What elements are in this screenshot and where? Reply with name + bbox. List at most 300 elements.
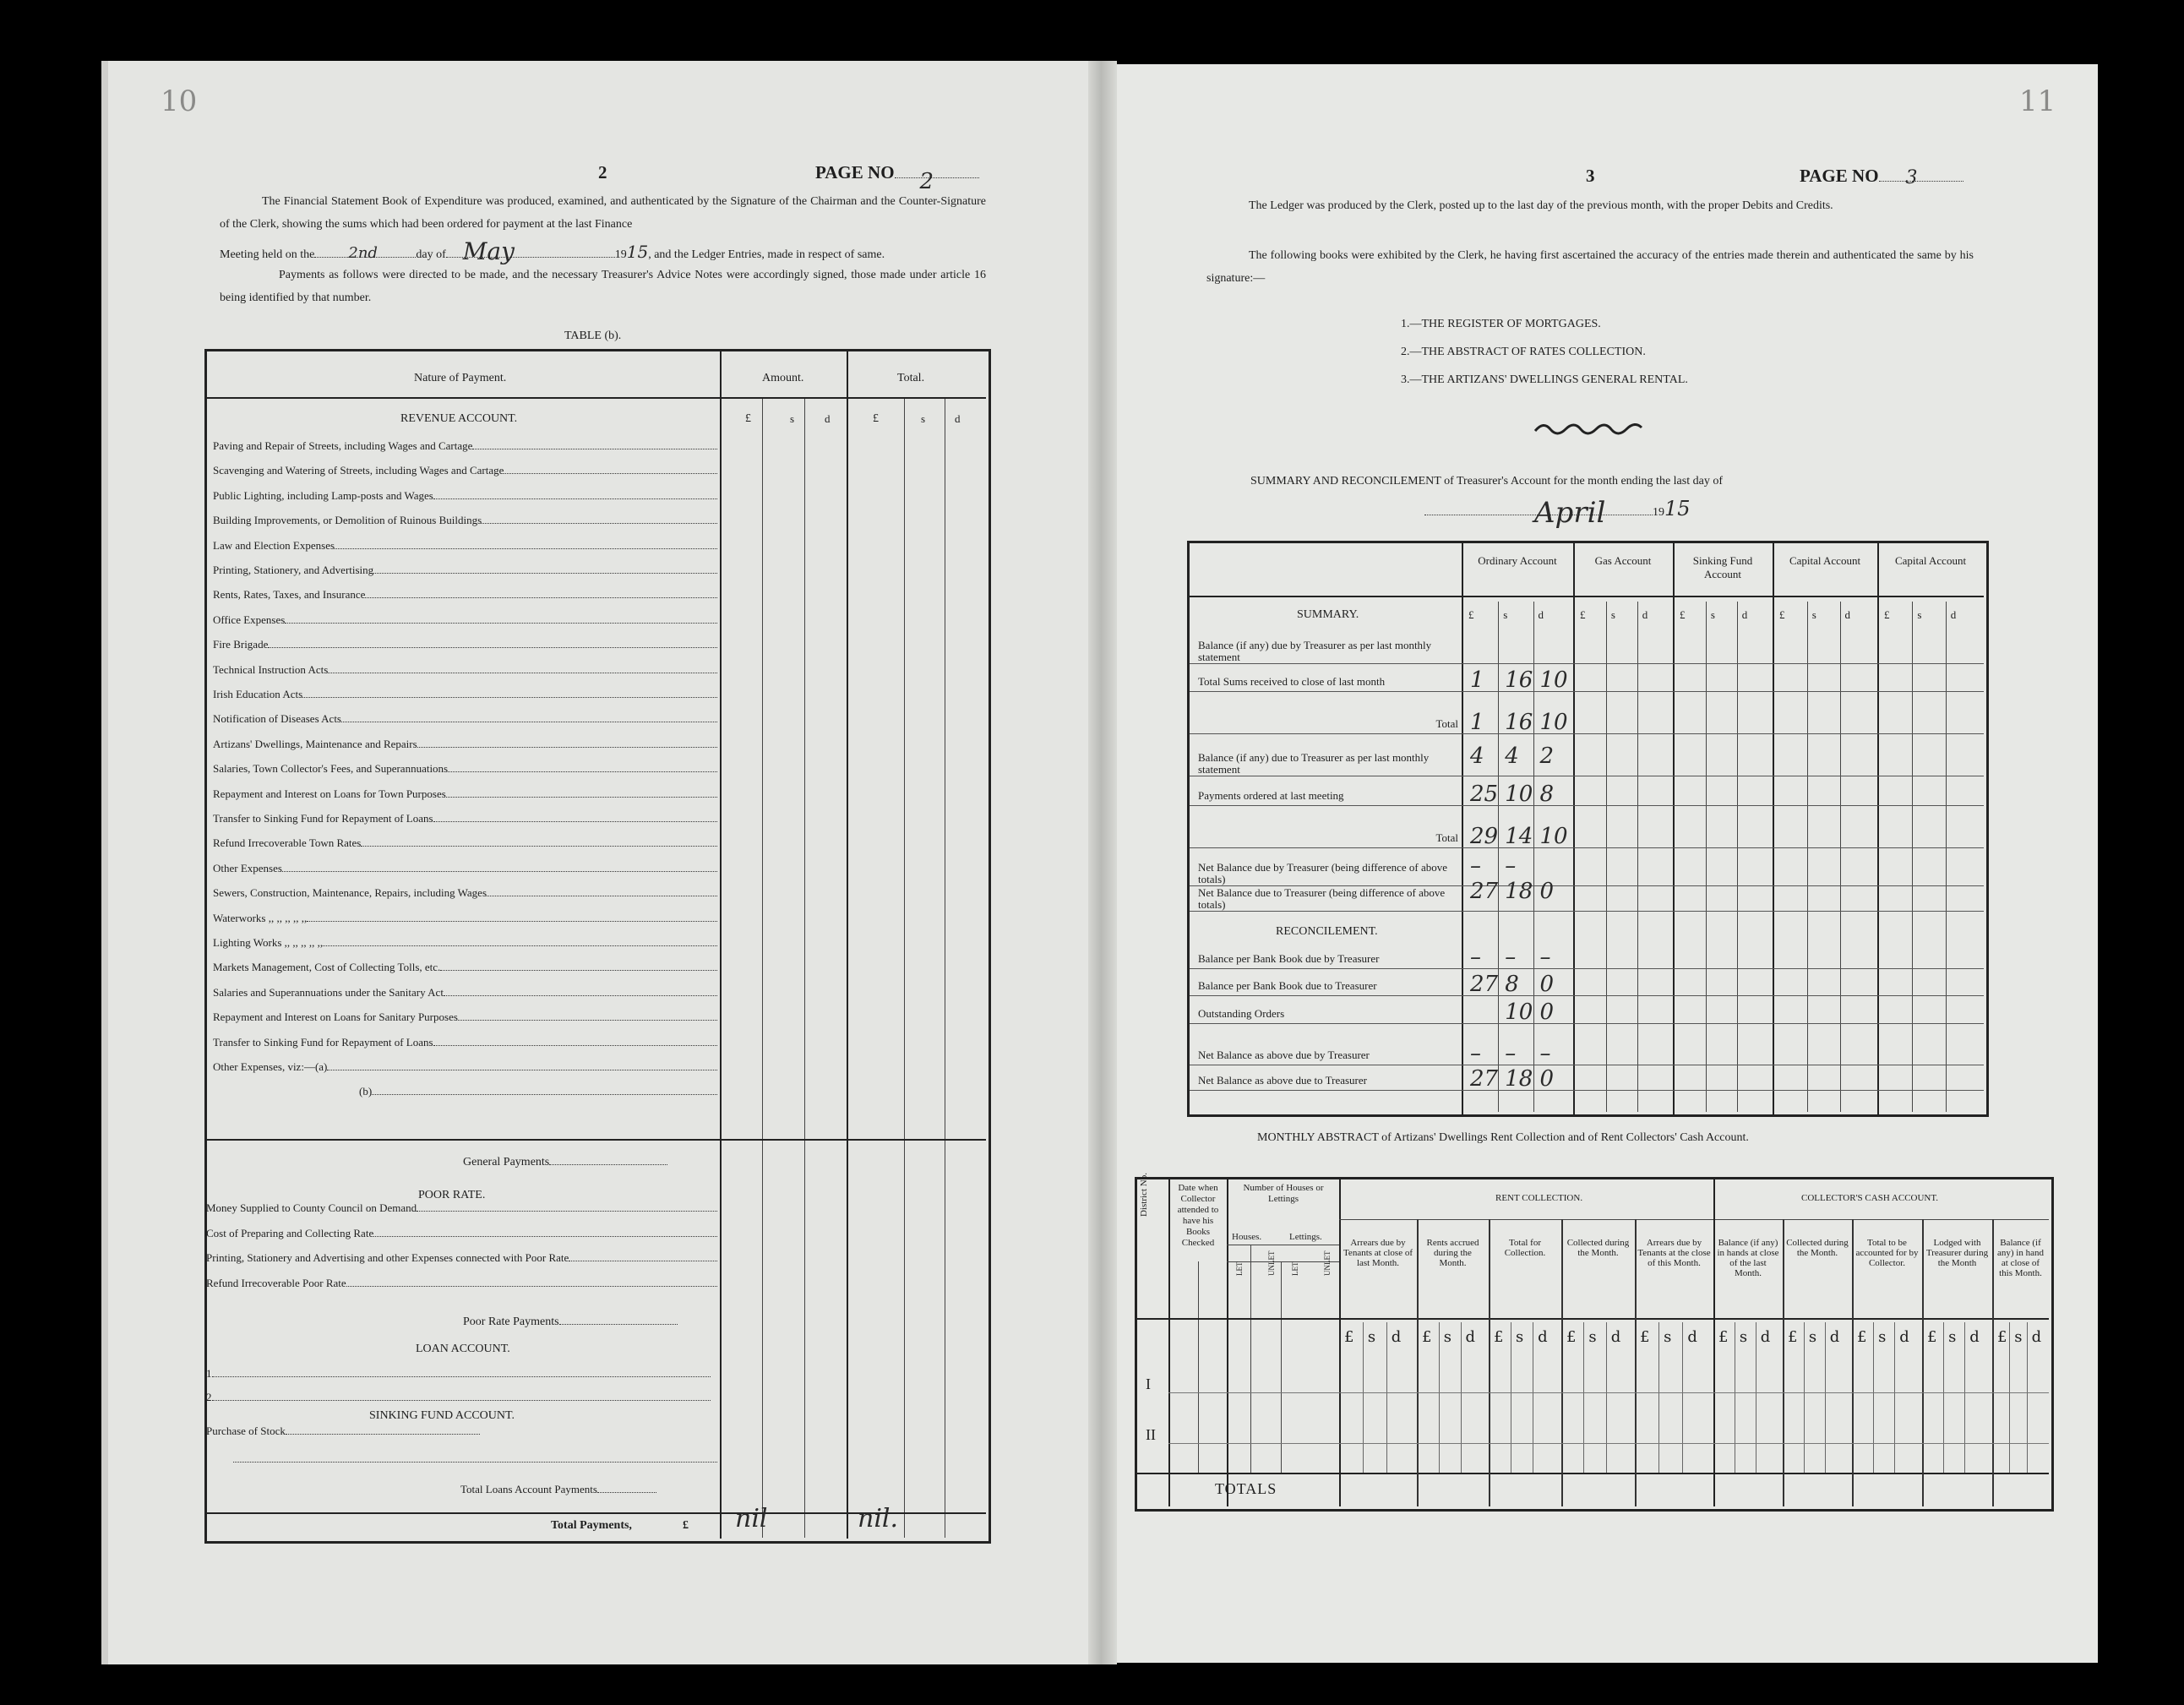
revenue-item [213,1036,717,1049]
leader-dots [433,489,717,499]
summary-row-rule [1190,663,1984,664]
cash-account-header: COLLECTOR'S CASH ACCOUNT. [1801,1193,1939,1203]
monthly-currency: s [2014,1328,2023,1346]
summary-row-label: Balance per Bank Book due to Treasurer [1198,979,1377,992]
district-col-header: District No. [1139,1173,1149,1217]
loan-heading: LOAN ACCOUNT. [416,1343,510,1355]
monthly-col-header: Balance (if any) in hands at close of the last Month. [1717,1238,1779,1278]
let-unlet-label: UNLET [1267,1250,1276,1276]
revenue-item-label: Sewers, Construction, Maintenance, Repairs, including Wages [213,886,487,900]
summary-row-label: Net Balance as above due to Treasurer [1198,1074,1367,1087]
summary-value-s: 10 [1505,1000,1533,1025]
revenue-item-label: Artizans' Dwellings, Maintenance and Repairs [213,737,417,750]
leader-dots [504,464,717,474]
summary-col-header: Capital Account [1894,554,1967,567]
leader-dots [487,886,717,896]
monthly-col-divider [1339,1177,1341,1506]
date-col-header: Date when Collector attended to have his Books Checked [1177,1183,1219,1248]
summary-sub-line [1912,602,1913,1112]
poor-item-label: Money Supplied to County Council on Demand [206,1201,417,1214]
revenue-item [213,787,717,801]
summary-currency: £ [1468,608,1474,621]
monthly-currency: £ [1788,1328,1798,1346]
loan-item-1 [206,1367,717,1381]
summary-value-s: – [1505,853,1517,879]
revenue-item-label: Printing, Stationery, and Advertising [213,564,374,576]
summary-col-header: Sinking Fund Account [1692,554,1753,580]
monthly-subcol-divider [1852,1219,1854,1506]
monthly-subcol-divider [1561,1219,1563,1506]
summary-year-prefix: 19 [1653,506,1664,519]
summary-col-header: Capital Account [1789,554,1861,567]
summary-value-l: 27 [1470,972,1499,997]
monthly-col-header: Rents accrued during the Month. [1426,1238,1479,1268]
monthly-col-header: Balance (if any) in hand at close of this Month. [1997,1238,2044,1278]
poor-item [206,1201,717,1215]
leader-dots [285,613,717,624]
revenue-item-label: Other Expenses, viz:—(a) [213,1060,328,1073]
monthly-currency: d [1760,1328,1771,1346]
right-intro-1: The Ledger was produced by the Clerk, posted up to the last day of the previous month, with the proper Debits and Credits. [1249,199,1833,212]
book-spine [1088,61,1117,1664]
summary-row-rule [1190,733,1984,734]
summary-row-label: Balance per Bank Book due by Treasurer [1198,952,1380,965]
ledger-text: , and the Ledger Entries, made in respect of same. [648,248,885,261]
monthly-currency: £ [1566,1328,1577,1346]
revenue-item [213,439,717,453]
revenue-item-label: Salaries and Superannuations under the Sanitary Act [213,985,444,999]
left-intro-1: The Financial Statement Book of Expenditure was produced, examined, and authenticated by the Signature of the Chairman and the Counter-Signature of the Clerk, showing the sums which had been ordered for payment at the last Finance [220,195,986,231]
summary-row-label: Outstanding Orders [1198,1007,1285,1020]
revenue-item [213,738,717,751]
monthly-sub-line [1873,1322,1874,1473]
leader-dots [446,787,717,798]
summary-value-l: – [1470,1041,1481,1066]
revenue-item-label: Scavenging and Watering of Streets, including Wages and Cartage [213,464,504,477]
right-center-number: 3 [1586,166,1595,186]
summary-sub-line [1637,602,1638,1112]
monthly-title: MONTHLY ABSTRACT of Artizans' Dwellings Rent Collection and of Rent Collectors' Cash Account. [1257,1131,1749,1144]
summary-currency: £ [1680,608,1686,621]
right-page-no-label: PAGE NO [1800,166,1879,186]
summary-row-rule [1190,805,1984,806]
revenue-item-label: Waterworks ,, ,, ,, ,, ,, [213,911,308,924]
summary-row-label: Net Balance due to Treasurer (being difference of above totals) [1198,886,1446,911]
left-intro-3: Payments as follows were directed to be made, and the necessary Treasurer's Advice Notes were accordingly signed, those made under article 16 being identified by that number. [220,269,986,304]
summary-row-rule [1190,691,1984,692]
monthly-currency: £ [1422,1328,1432,1346]
summary-value-s: 16 [1505,667,1533,693]
lettings-header: Lettings. [1289,1232,1322,1242]
group-subrule [1339,1219,2049,1220]
monthly-currency: £ [1640,1328,1650,1346]
monthly-sub-line [1606,1322,1607,1473]
rent-collection-header: RENT COLLECTION. [1495,1193,1583,1203]
revenue-item-label: Paving and Repair of Streets, including Wages and Cartage [213,439,473,452]
revenue-item-label: (b) [359,1085,373,1098]
revenue-heading: REVENUE ACCOUNT. [400,412,518,425]
left-intro-2 [220,237,986,266]
monthly-currency: £ [1494,1328,1504,1346]
total-total-nil: nil. [858,1504,899,1533]
summary-value-s: – [1505,1041,1517,1066]
summary-currency: d [1844,608,1850,621]
poor-item [206,1251,717,1265]
revenue-item [213,836,717,850]
total-pound: £ [873,412,879,425]
summary-value-s: – [1505,945,1517,970]
summary-value-s: 10 [1505,782,1533,807]
sinking-heading: SINKING FUND ACCOUNT. [369,1409,515,1422]
summary-currency: d [1642,608,1648,621]
summary-col-divider [1877,541,1879,1114]
summary-sub-line [1706,602,1707,1112]
monthly-subcol-divider [1922,1219,1924,1506]
monthly-subcol-divider [1489,1219,1490,1506]
summary-row-label: Balance (if any) due by Treasurer as per last monthly statement [1198,639,1432,663]
flourish-divider [1533,421,1643,438]
monthly-currency: s [1948,1328,1957,1346]
summary-value-l: 27 [1470,1066,1499,1092]
reconcilement-heading: RECONCILEMENT. [1276,925,1378,938]
revenue-item-label: Office Expenses [213,613,286,626]
revenue-item [213,1010,717,1024]
summary-sub-line [1946,602,1947,1112]
monthly-subcol-divider [1635,1219,1637,1506]
monthly-currency: d [1610,1328,1621,1346]
let-unlet-label: LET [1235,1261,1244,1276]
summary-value-l: 27 [1470,879,1499,904]
leader-dots [482,514,717,524]
leader-dots [458,1010,717,1021]
revenue-item [213,539,717,553]
meeting-text: Meeting held on the [220,248,315,261]
monthly-currency: s [1443,1328,1451,1346]
monthly-currency: s [1739,1328,1748,1346]
monthly-currency: d [2031,1328,2042,1346]
left-center-number: 2 [598,162,607,182]
revenue-item [213,638,717,651]
summary-sub-line [1533,602,1534,1112]
summary-value-d: 10 [1539,667,1568,693]
monthly-currency: £ [1997,1328,2007,1346]
summary-row-label: Payments ordered at last meeting [1198,789,1344,802]
summary-year: 15 [1664,497,1691,520]
total-shilling: s [921,412,926,425]
summary-row-rule [1190,995,1984,996]
let-unlet-label: LET [1291,1261,1299,1276]
total-payments: Total Payments, [551,1519,632,1532]
leader-dots [361,836,717,847]
monthly-currency: d [1969,1328,1980,1346]
houses-lettings-divider [1250,1245,1251,1473]
monthly-col-header: Arrears due by Tenants at the close of this Month. [1637,1238,1711,1268]
monthly-subcol-divider [1417,1219,1419,1506]
monthly-sub-line [1583,1322,1584,1473]
right-intro-2: The following books were exhibited by the Clerk, he having first ascertained the accuracy of the entries made therein and authenticated the same by his signature:— [1206,249,1974,285]
summary-value-d: 0 [1539,1000,1555,1025]
summary-value-d: 10 [1539,710,1568,735]
poor-item [206,1227,717,1240]
leader-dots [444,986,717,996]
amount-pence: d [825,412,831,425]
summary-value-s: 16 [1505,710,1533,735]
amount-s-line [762,397,763,1538]
revenue-item [213,712,717,726]
houses-group-header: Number of Houses or Lettings [1243,1183,1324,1204]
revenue-item [213,489,717,503]
district-number: I [1146,1375,1151,1392]
col-amount: Amount. [762,372,804,384]
revenue-item-label: Fire Brigade [213,638,269,651]
let-unlet-divider [1281,1261,1282,1473]
summary-currency: d [1538,608,1544,621]
revenue-item-label: Building Improvements, or Demolition of Ruinous Buildings [213,514,482,527]
revenue-item-label: Irish Education Acts [213,688,303,700]
monthly-col-header: Total to be accounted for by Collector. [1855,1238,1919,1268]
summary-sub-line [1737,602,1738,1112]
monthly-group-divider [1713,1177,1715,1506]
general-rule [207,1139,986,1141]
revenue-item [213,936,717,950]
revenue-item-label: Repayment and Interest on Loans for Sanitary Purposes [213,1010,458,1024]
leader-dots [282,862,717,872]
day-of-text: day of [416,248,446,261]
revenue-item-label: Rents, Rates, Taxes, and Insurance [213,588,366,602]
summary-title: SUMMARY AND RECONCILEMENT of Treasurer's Account for the month ending the last day of [1250,475,1723,488]
let-unlet-label: UNLET [1323,1250,1332,1276]
summary-value-d: – [1539,1041,1551,1066]
summary-value-d: 10 [1539,824,1568,849]
let-unlet-divider [1198,1261,1199,1473]
monthly-sub-line [1682,1322,1683,1473]
monthly-col-header: Arrears due by Tenants at close of last Month. [1343,1238,1413,1268]
monthly-col-header: Lodged with Treasurer during the Month [1925,1238,1989,1268]
monthly-currency: s [1588,1328,1597,1346]
summary-row-label: Total Sums received to close of last month [1198,675,1386,688]
revenue-item-label: Other Expenses [213,861,282,874]
summary-value-l: 4 [1470,744,1484,769]
book-abstract: 2.—THE ABSTRACT OF RATES COLLECTION. [1401,346,1646,358]
monthly-currency: d [1391,1328,1402,1346]
books-list [1401,310,1688,394]
left-corner-number: 10 [161,84,198,118]
summary-col-divider [1573,541,1575,1114]
summary-value-d: 2 [1539,744,1555,769]
summary-currency: s [1811,608,1816,621]
monthly-currency: d [1538,1328,1548,1346]
summary-header-rule [1190,596,1984,597]
leader-dots [341,712,717,722]
monthly-currency: £ [1857,1328,1867,1346]
monthly-currency: s [1808,1328,1817,1346]
summary-value-s: 18 [1505,879,1533,904]
district-row-rule [1168,1443,2049,1444]
sinking-item-label: Purchase of Stock [206,1424,286,1437]
poor-heading: POOR RATE. [418,1189,486,1201]
book-register: 1.—THE REGISTER OF MORTGAGES. [1401,318,1601,330]
monthly-sub-line [1363,1322,1364,1473]
revenue-item-label: Transfer to Sinking Fund for Repayment of Loans [213,812,433,825]
summary-value-s: 8 [1505,972,1519,997]
summary-currency: s [1610,608,1615,621]
loan-item-1-label: 1 [206,1367,212,1380]
monthly-col-divider [1227,1177,1228,1506]
amount-d-line [804,397,805,1538]
summary-sub-line [1840,602,1841,1112]
monthly-col-divider [1168,1177,1170,1506]
monthly-sub-line [1804,1322,1805,1473]
monthly-currency: £ [1927,1328,1937,1346]
leader-dots [417,738,717,748]
header-rule [207,397,986,399]
summary-currency: £ [1884,608,1890,621]
monthly-sub-line [1386,1322,1387,1473]
monthly-sub-line [2009,1322,2010,1473]
revenue-item [213,688,717,701]
monthly-sub-line [1658,1322,1659,1473]
leader-dots [433,812,717,822]
leader-dots [372,1085,717,1095]
summary-value-l: 1 [1470,667,1484,693]
total-s-line [904,397,905,1538]
right-page-no [1800,166,1963,187]
summary-value-l: 1 [1470,710,1484,735]
summary-currency: £ [1580,608,1586,621]
sinking-blank-line [233,1446,717,1463]
revenue-item-label: Lighting Works ,, ,, ,, ,, ,, [213,936,324,949]
monthly-sub-line [1894,1322,1895,1473]
leader-dots [327,1060,717,1070]
revenue-item [359,1085,717,1098]
monthly-currency: £ [1344,1328,1354,1346]
summary-value-s: 14 [1505,824,1533,849]
poor-item-label: Cost of Preparing and Collecting Rate [206,1226,374,1239]
summary-currency: d [1741,608,1748,621]
table-b-title: TABLE (b). [564,330,622,342]
monthly-sub-line [1461,1322,1462,1473]
summary-currency: d [1950,608,1957,621]
revenue-item-label: Salaries, Town Collector's Fees, and Superannuations [213,762,449,776]
summary-value-d: 8 [1539,782,1555,807]
left-page-no [815,162,979,194]
leader-dots [373,564,717,574]
revenue-item [213,514,717,527]
summary-row-label: Total [1435,717,1458,730]
summary-currency: s [1917,608,1922,621]
revenue-item [213,886,717,900]
monthly-currency: s [1664,1328,1672,1346]
amount-shilling: s [790,412,795,425]
total-amount-nil: nil [735,1504,768,1533]
right-corner-number: 11 [2019,84,2056,118]
monthly-currency: s [1878,1328,1887,1346]
leader-dots [335,539,717,549]
poor-item-label: Printing, Stationery and Advertising and other Expenses connected with Poor Rate [206,1251,569,1264]
summary-col-header: Ordinary Account [1478,554,1557,567]
year-prefix: 19 [614,248,627,261]
monthly-sub-line [1439,1322,1440,1473]
revenue-item [213,663,717,677]
amount-divider [720,349,722,1539]
monthly-col-header: Collected during the Month. [1566,1238,1630,1258]
revenue-item [213,812,717,825]
leader-dots [417,1201,717,1212]
monthly-currency: s [1367,1328,1376,1346]
monthly-sub-line [1943,1322,1944,1473]
summary-col-header: Gas Account [1594,554,1652,567]
general-payments [463,1156,667,1169]
revenue-item [213,762,717,776]
revenue-item [213,564,717,577]
revenue-item-label: Repayment and Interest on Loans for Town Purposes [213,787,446,800]
monthly-totals-rule [1135,1473,2049,1474]
poor-payments-label: Poor Rate Payments [463,1316,559,1328]
summary-currency: £ [1779,608,1785,621]
revenue-item [213,986,717,1000]
leader-dots [346,1277,717,1287]
summary-month: April [1534,496,1606,530]
houses-header: Houses. [1232,1232,1262,1242]
col-nature: Nature of Payment. [414,372,507,384]
summary-value-l: – [1470,853,1481,879]
summary-value-d: 0 [1539,1066,1555,1092]
monthly-col-header: Collected during the Month. [1786,1238,1849,1258]
leader-dots [373,1227,717,1237]
leader-dots [472,439,717,449]
summary-sub-line [1606,602,1607,1112]
summary-row-rule [1190,1023,1984,1024]
right-page-no-value: 3 [1905,167,1918,188]
revenue-item-label: Notification of Diseases Acts [213,712,341,726]
summary-currency: s [1710,608,1715,621]
revenue-item [213,912,717,925]
monthly-currency: s [1516,1328,1524,1346]
leader-dots [448,762,717,772]
book-rental: 3.—THE ARTIZANS' DWELLINGS GENERAL RENTAL. [1401,373,1688,386]
monthly-subcol-divider [1992,1219,1994,1506]
revenue-item-label: Public Lighting, including Lamp-posts and Wages [213,488,433,502]
summary-col-divider [1773,541,1774,1114]
revenue-item [213,464,717,477]
summary-heading: SUMMARY. [1297,608,1359,621]
revenue-item [213,588,717,602]
summary-row-label: Balance (if any) due to Treasurer as per last monthly statement [1198,751,1430,776]
leader-dots [365,588,717,598]
summary-value-l: – [1470,945,1481,970]
monthly-sub-line [1964,1322,1965,1473]
summary-row-label: Net Balance as above due by Treasurer [1198,1049,1370,1061]
summary-value-s: 18 [1505,1066,1533,1092]
revenue-item-label: Markets Management, Cost of Collecting Tolls, etc. [213,961,441,974]
monthly-currency: d [1465,1328,1476,1346]
amount-pound: £ [745,412,751,425]
summary-col-divider [1673,541,1675,1114]
summary-row-label: Total [1435,831,1458,844]
monthly-currency: d [1829,1328,1840,1346]
summary-table [1187,541,1989,1117]
leader-dots [440,961,717,971]
left-page-no-value: 2 [919,169,934,194]
monthly-currency: d [1687,1328,1697,1346]
district-number: II [1146,1426,1156,1443]
monthly-sub-line [2027,1322,2028,1473]
summary-value-s: 4 [1505,744,1519,769]
summary-row-rule [1190,911,1984,912]
summary-value-l: 29 [1470,824,1499,849]
revenue-item [213,613,717,627]
poor-item-label: Refund Irrecoverable Poor Rate [206,1276,346,1289]
